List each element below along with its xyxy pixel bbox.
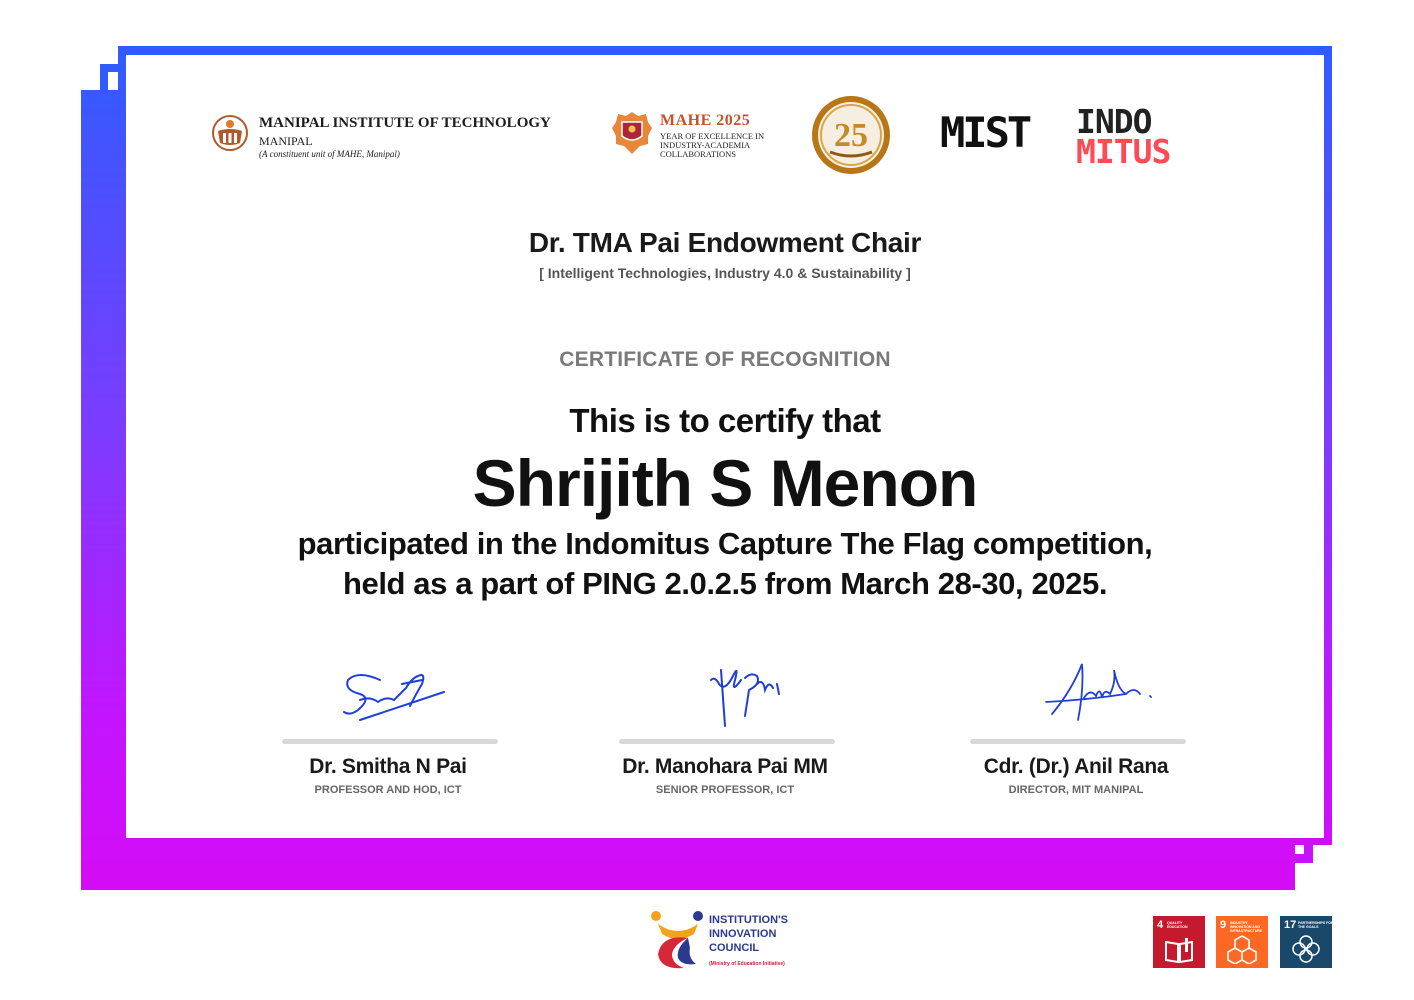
signatory-role: DIRECTOR, MIT MANIPAL: [1008, 784, 1144, 796]
mit-emblem-icon: [210, 113, 250, 161]
frame-notch-top-left-inner: [108, 72, 118, 90]
mit-logo-title: MANIPAL INSTITUTE OF TECHNOLOGY: [259, 115, 551, 131]
medal-number: 25: [834, 117, 868, 154]
iic-logo-text: INSTITUTION'S INNOVATION COUNCIL: [709, 914, 789, 954]
sdg-4-badge: 4 QUALITY EDUCATION: [1153, 916, 1205, 968]
signatory-name: Dr. Smitha N Pai: [309, 755, 467, 778]
mahe-2025-logo: [610, 110, 770, 160]
signatory-3: [946, 650, 1206, 810]
frame-notch-bottom-right-inner: [1295, 845, 1304, 854]
mit-logo: [210, 113, 570, 165]
signatory-role: SENIOR PROFESSOR, ICT: [655, 784, 795, 796]
sdg-17-badge: 17 PARTNERSHIPS FOR THE GOALS: [1280, 916, 1332, 968]
mist-logo: [940, 108, 1032, 159]
mahe-logo-title: MAHE 2025: [660, 112, 751, 129]
signature-3-image: [986, 650, 1166, 735]
certificate-type: CERTIFICATE OF RECOGNITION: [559, 348, 891, 371]
signatory-2: [595, 650, 855, 810]
certify-intro: This is to certify that: [569, 402, 881, 439]
indomitus-logo-row-1: INDO: [1076, 102, 1152, 141]
anniversary-25-medal-icon: [810, 94, 892, 176]
signatory-role: PROFESSOR AND HOD, ICT: [314, 784, 462, 796]
signatory-name: Cdr. (Dr.) Anil Rana: [983, 755, 1169, 778]
mahe-logo-line-1: YEAR OF EXCELLENCE IN: [660, 131, 765, 141]
indomitus-logo-row-2: MITUS: [1076, 132, 1171, 171]
signature-line: [970, 739, 1186, 744]
iic-logo: [648, 908, 808, 974]
sdg-9-badge: 9 INDUSTRY, INNOVATION AND INFRASTRUCTURE: [1216, 916, 1268, 968]
mahe-logo-line-2: INDUSTRY-ACADEMIA: [660, 140, 751, 150]
signature-2-image: [635, 650, 815, 735]
flower-rings-icon: [1291, 934, 1321, 964]
mahe-shield-icon: [610, 110, 654, 158]
recipient-name: Shrijith S Menon: [472, 446, 978, 520]
signatory-1: [258, 650, 518, 810]
signature-1-image: [298, 650, 478, 735]
mit-logo-subtitle: MANIPAL: [259, 134, 313, 148]
cubes-icon: [1227, 934, 1257, 964]
book-icon: [1164, 934, 1194, 964]
mit-logo-note: (A constituent unit of MAHE, Manipal): [259, 149, 400, 159]
chair-title: Dr. TMA Pai Endowment Chair: [528, 227, 922, 258]
indomitus-logo: [1076, 102, 1216, 171]
iic-emblem-icon: [648, 908, 706, 974]
certificate-body: participated in the Indomitus Capture The Flag competition, held as a part of PING 2.0.2.5 from March 28-30, 2025.: [297, 526, 1153, 601]
iic-logo-note: (Ministry of Education Initiative): [709, 961, 785, 967]
logo-strip: [126, 55, 1324, 225]
chair-subtitle: [ Intelligent Technologies, Industry 4.0 & Sustainability ]: [539, 265, 911, 281]
mist-logo-text: MIST: [940, 108, 1030, 157]
signatory-name: Dr. Manohara Pai MM: [622, 755, 828, 778]
mahe-logo-line-3: COLLABORATIONS: [660, 149, 737, 159]
signature-line: [619, 739, 835, 744]
certificate-card: [126, 55, 1324, 838]
signature-line: [282, 739, 498, 744]
